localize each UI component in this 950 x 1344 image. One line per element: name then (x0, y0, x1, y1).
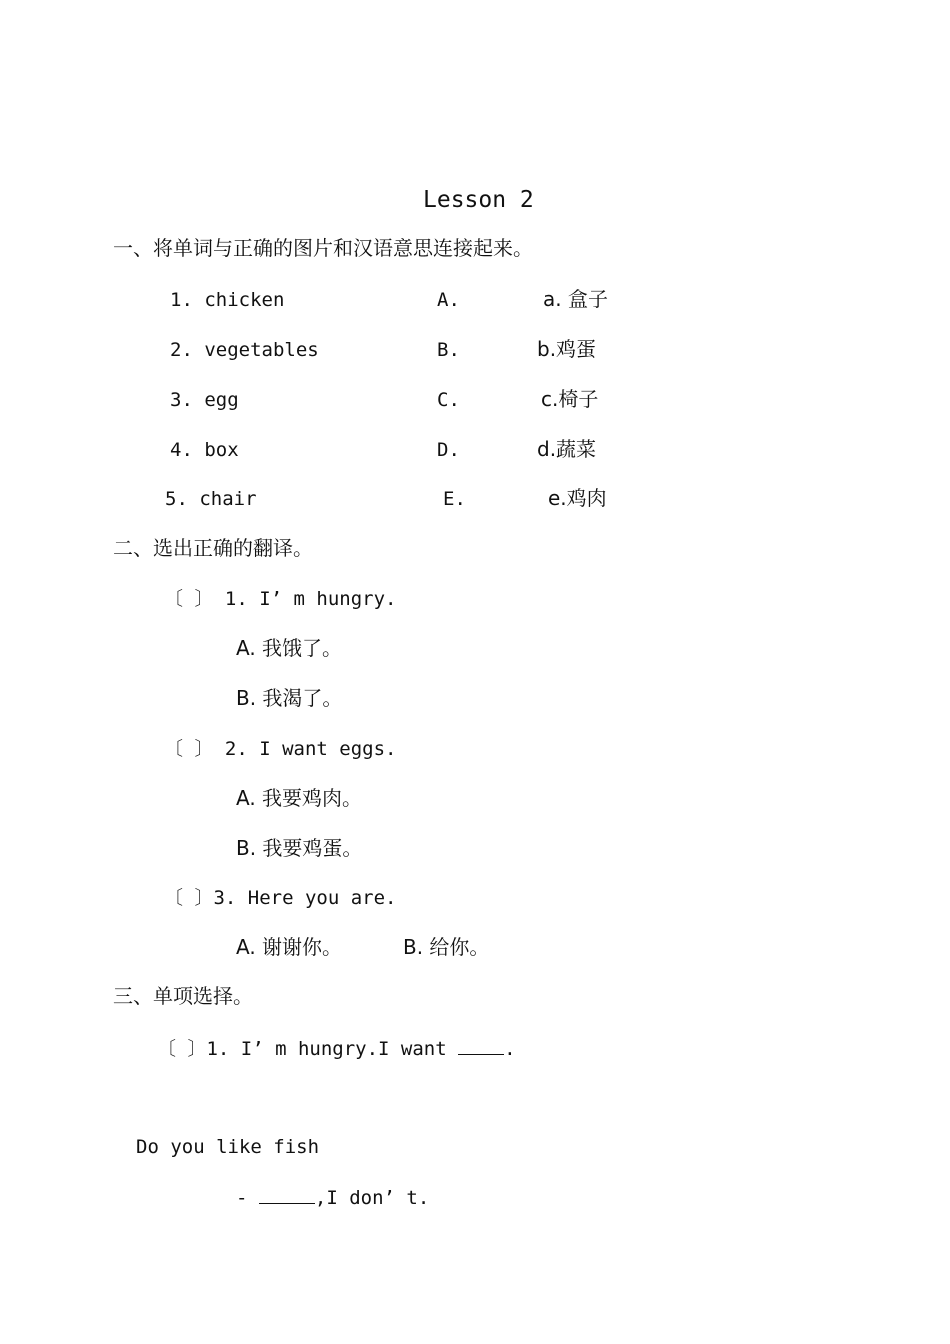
question-text: 〔 〕1. I’ m hungry.I want (157, 1038, 459, 1060)
picture-label: D. (437, 439, 460, 461)
question-stem: 〔 〕3. Here you are. (164, 887, 397, 909)
answer-end: ,I don’ t. (314, 1187, 430, 1209)
meaning-item: d.蔬菜 (537, 437, 597, 461)
section1-heading: 一、将单词与正确的图片和汉语意思连接起来。 (113, 236, 533, 260)
word-item: 2. vegetables (170, 339, 319, 361)
dash: - (236, 1187, 259, 1209)
page-title: Lesson 2 (423, 187, 534, 213)
section3-heading: 三、单项选择。 (113, 984, 253, 1008)
question-text: Do you like fish (136, 1136, 320, 1158)
question-stem (157, 1036, 516, 1061)
word-item: 3. egg (170, 389, 239, 411)
option-b: B. 我要鸡蛋。 (236, 836, 363, 860)
meaning-item: c.椅子 (541, 387, 599, 411)
option-b: B. 我渴了。 (236, 686, 343, 710)
word-item: 1. chicken (170, 289, 285, 311)
option-a: A. 谢谢你。 (236, 935, 343, 959)
section2-heading: 二、选出正确的翻译。 (113, 536, 313, 560)
answer-blank[interactable] (458, 1036, 504, 1055)
meaning-item: a. 盒子 (543, 287, 608, 311)
question-stem: 〔 〕 2. I want eggs. (164, 738, 397, 760)
picture-label: E. (443, 488, 466, 510)
meaning-item: b.鸡蛋 (537, 337, 597, 361)
question-stem: 〔 〕 1. I’ m hungry. (164, 588, 397, 610)
meaning-item: e.鸡肉 (548, 486, 607, 510)
word-item: 4. box (170, 439, 239, 461)
word-item: 5. chair (165, 488, 257, 510)
answer-blank[interactable] (259, 1185, 315, 1204)
picture-label: A. (437, 289, 460, 311)
picture-label: B. (437, 339, 460, 361)
question-end: . (504, 1038, 516, 1060)
answer-line (236, 1185, 429, 1210)
option-b: B. 给你。 (403, 935, 490, 959)
picture-label: C. (437, 389, 460, 411)
option-a: A. 我饿了。 (236, 636, 343, 660)
option-a: A. 我要鸡肉。 (236, 786, 363, 810)
